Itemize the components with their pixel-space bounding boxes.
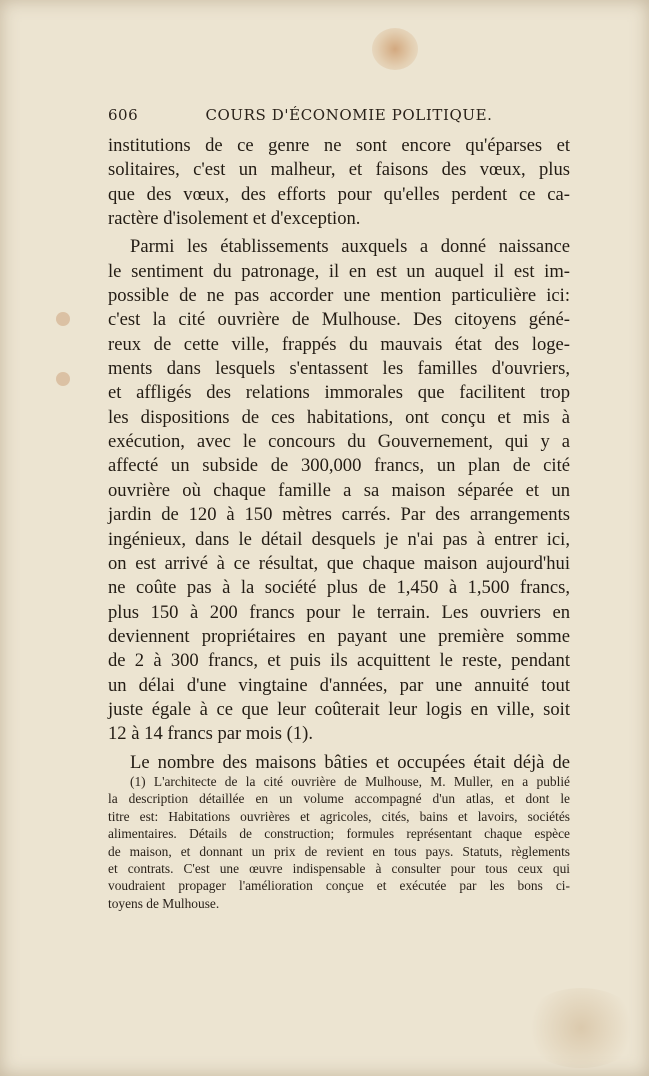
running-title: COURS D'ÉCONOMIE POLITIQUE. xyxy=(205,106,493,124)
text-line: plus 150 à 200 francs pour le terrain. Les ouvriers en xyxy=(108,601,570,623)
text-line: Le nombre des maisons bâties et occupées était déjà de xyxy=(130,751,570,773)
page-header xyxy=(108,106,570,128)
footnote-line: alimentaires. Détails de construction; formules représentant chaque espèce xyxy=(108,826,570,842)
text-line: que des vœux, des efforts pour qu'elles perdent ce ca- xyxy=(108,183,570,205)
text-line: ractère d'isolement et d'exception. xyxy=(108,208,361,230)
text-line: un délai d'une vingtaine d'années, par une annuité tout xyxy=(108,674,570,696)
footnote-line: titre est: Habitations ouvrières et agricoles, cités, bains et lavoirs, sociétés xyxy=(108,808,570,824)
footnote-line: (1) L'architecte de la cité ouvrière de Mulhouse, M. Muller, en a publié xyxy=(130,774,570,789)
text-line: ouvrière où chaque famille a sa maison séparée et un xyxy=(108,479,570,501)
foxing-stain xyxy=(56,372,70,386)
text-line: affecté un subside de 300,000 francs, un plan de cité xyxy=(108,455,570,477)
text-line: c'est la cité ouvrière de Mulhouse. Des citoyens géné- xyxy=(108,309,570,331)
text-line: ingénieux, dans le détail desquels je n'ai pas à entrer ici, xyxy=(108,528,570,550)
footnote-line: toyens de Mulhouse. xyxy=(108,895,220,911)
foxing-stain xyxy=(521,988,641,1068)
foxing-stain xyxy=(56,312,70,326)
text-line: deviennent propriétaires en payant une première somme xyxy=(108,625,570,647)
text-line: de 2 à 300 francs, et puis ils acquittent le reste, pendant xyxy=(108,650,570,672)
text-line: solitaires, c'est un malheur, et faisons des vœux, plus xyxy=(108,159,570,181)
footnote-line: de maison, et donnant un prix de revient en tous pays. Statuts, règlements xyxy=(108,843,570,859)
text-line: 12 à 14 francs par mois (1). xyxy=(108,723,313,745)
text-line: et affligés des relations immorales que facilitent trop xyxy=(108,382,570,404)
text-line: juste égale à ce que leur coûterait leur logis en ville, soit xyxy=(108,698,570,720)
text-line: reux de cette ville, frappés du mauvais état des loge- xyxy=(108,333,570,355)
footnote xyxy=(108,773,570,912)
text-line: jardin de 120 à 150 mètres carrés. Par des arrangements xyxy=(108,504,570,526)
text-line: le sentiment du patronage, il en est un auquel il est im- xyxy=(108,260,570,282)
foxing-stain xyxy=(372,28,418,70)
text-line: les dispositions de ces habitations, ont conçu et mis à xyxy=(108,406,570,428)
footnote-line: la description détaillée en un volume accompagné d'un atlas, et dont le xyxy=(108,791,570,807)
paragraph xyxy=(108,751,570,775)
text-line: on est arrivé à ce résultat, que chaque maison aujourd'hui xyxy=(108,552,570,574)
text-line: ments dans lesquels s'entassent les familles d'ouvriers, xyxy=(108,358,570,380)
page-number: 606 xyxy=(108,106,139,124)
text-line: exécution, avec le concours du Gouvernement, qui y a xyxy=(108,431,570,453)
paragraph xyxy=(108,134,570,231)
main-text xyxy=(108,134,570,775)
footnote-line: et contrats. C'est une œuvre indispensable à consulter pour tous ceux qui xyxy=(108,860,570,876)
text-line: ne coûte pas à la société plus de 1,450 à 1,500 francs, xyxy=(108,577,570,599)
paragraph xyxy=(108,235,570,746)
footnote-line: voudraient propager l'amélioration conçue et exécutée par les bons ci- xyxy=(108,878,570,894)
text-line: Parmi les établissements auxquels a donné naissance xyxy=(130,236,570,258)
text-line: institutions de ce genre ne sont encore qu'éparses et xyxy=(108,135,570,156)
text-line: possible de ne pas accorder une mention particulière ici: xyxy=(108,285,570,307)
